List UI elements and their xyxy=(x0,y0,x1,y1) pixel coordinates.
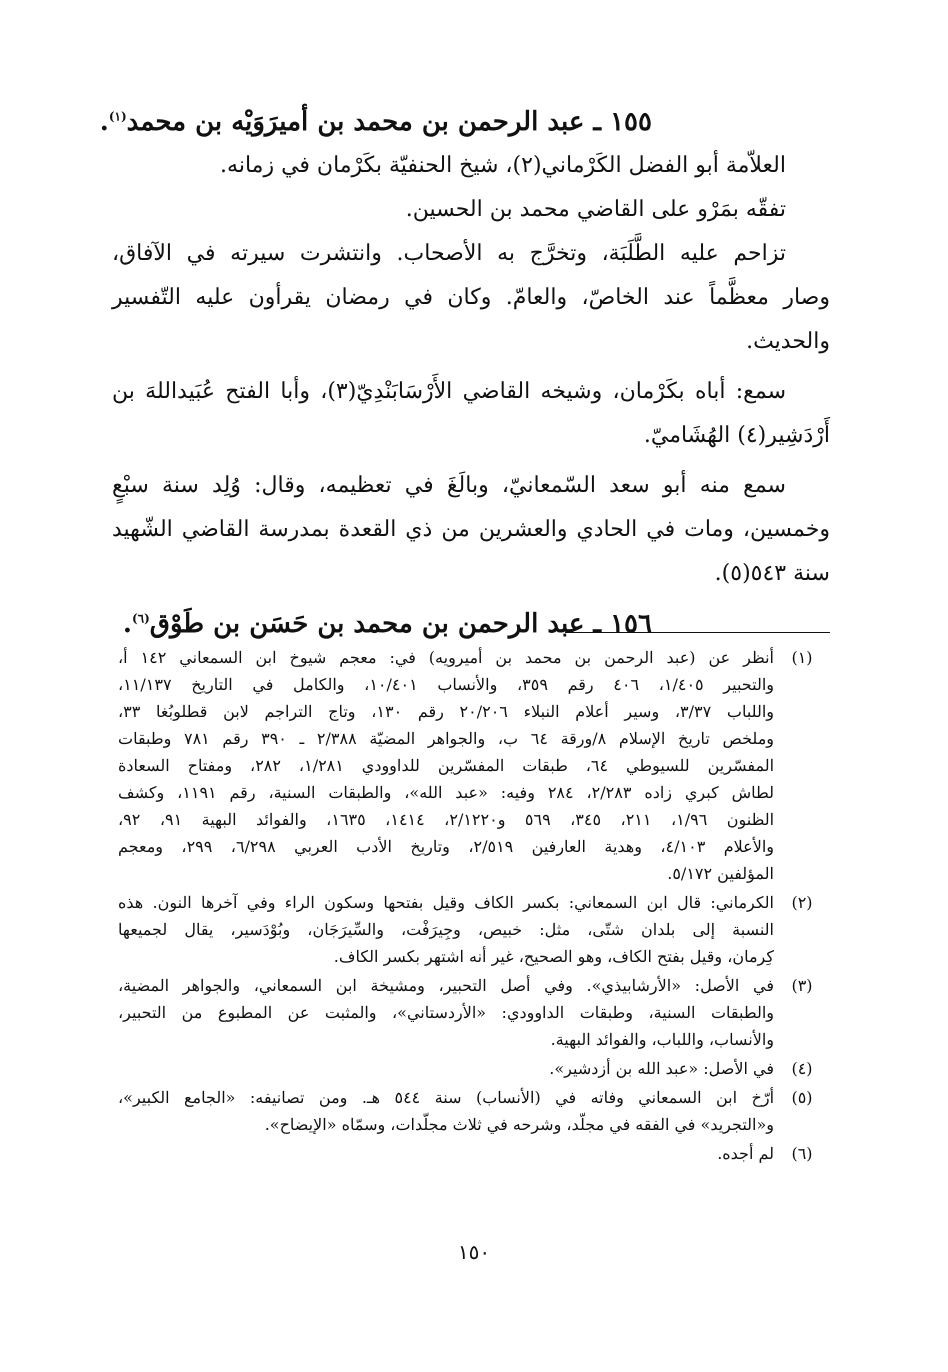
entry-155-line-7: أَرْدَشِير(٤) الهُشَاميّ. xyxy=(643,423,830,448)
footnote-number: (١) xyxy=(791,648,813,667)
footnote-separator xyxy=(565,632,830,633)
footnote-line: لم أجده. xyxy=(717,1144,774,1163)
footnote-line: و«التجريد» في الفقه في مجلّد، وشرحه في ثلاث مجلّدات، وسمّاه «الإيضاح». xyxy=(264,1115,774,1134)
entry-155-line-3: تزاحم عليه الطَّلَبَة، وتخرَّج به الأصحاب. وانتشرت سيرته في الآفاق، xyxy=(112,241,786,266)
footnote-number: (٦) xyxy=(791,1144,813,1163)
footnote-line: لطاش كبري زاده ٢/٢٨٣، ٢٨٤ وفيه: «عبد الله»، والطبقات السنية، رقم ١١٩١، وكشف xyxy=(118,783,775,802)
footnote-ref-1[interactable]: (١) xyxy=(108,109,127,124)
footnote-5 xyxy=(118,1084,830,1138)
footnote-line: كِرمان، وقيل بفتح الكاف، وهو الصحيح، غير أنه اشتهر بكسر الكاف. xyxy=(333,947,774,966)
footnote-line: والأنساب، واللباب، والفوائد البهية. xyxy=(550,1030,774,1049)
entry-155-title-text: ١٥٥ ـ عبد الرحمن بن محمد بن أميرَوَيْه بن محمد xyxy=(126,107,652,137)
footnote-6 xyxy=(118,1140,830,1167)
entry-155-title-end: . xyxy=(99,107,109,137)
footnote-line: أرّخ ابن السمعاني وفاته في (الأنساب) سنة ٥٤٤ هـ. ومن تصانيفه: «الجامع الكبير»، xyxy=(118,1088,775,1107)
footnote-text xyxy=(118,644,774,887)
entry-155-line-1: العلاّمة أبو الفضل الكَرْماني(٢)، شيخ الحنفيّة بكَرْمان في زمانه. xyxy=(220,153,786,178)
footnote-text xyxy=(118,972,774,1053)
footnote-number: (٤) xyxy=(791,1059,813,1078)
footnote-line: في الأصل: «عبد الله بن أزدشير». xyxy=(549,1059,774,1078)
entry-156-title xyxy=(112,602,830,646)
footnote-line: واللباب ٣/٣٧، وسير أعلام النبلاء ٢٠/٢٠٦ رقم ١٣٠، وتاج التراجم لابن قطلوبُغا ٣٣، xyxy=(118,702,774,721)
footnote-line: وملخص تاريخ الإسلام ٨/ورقة ٦٤ ب، والجواهر المضيّة ٢/٣٨٨ ـ ٣٩٠ رقم ٧٨١ وطبقات xyxy=(118,729,775,748)
main-text xyxy=(99,100,830,646)
footnotes xyxy=(118,644,830,1169)
entry-155-line-8: سمع منه أبو سعد السّمعانيّ، وبالَغَ في تعظيمه، وقال: وُلِد سنة سبْعٍ xyxy=(112,473,786,498)
footnote-line: الكرماني: قال ابن السمعاني: بكسر الكاف وقيل بفتحها وسكون الراء وفي آخرها النون. هذه xyxy=(118,893,775,912)
footnote-number: (٢) xyxy=(791,893,813,912)
entry-155-title xyxy=(99,100,830,144)
entry-155-line-5: والحديث. xyxy=(746,329,830,354)
footnote-2 xyxy=(118,889,830,970)
page-number: ١٥٠ xyxy=(457,1240,491,1264)
footnote-4 xyxy=(118,1055,830,1082)
entry-155-line-6: سمع: أباه بكَرْمان، وشيخه القاضي الأَرْسَابَنْدِيّ(٣)، وأبا الفتح عُبَيداللهَ بن xyxy=(112,379,787,404)
footnote-line: أنظر عن (عبد الرحمن بن محمد بن أميرويه) في: معجم شيوخ ابن السمعاني ١٤٢ أ، xyxy=(118,648,774,667)
entry-155-line-9: وخمسين، ومات في الحادي والعشرين من ذي القعدة بمدرسة القاضي الشّهيد xyxy=(112,517,830,542)
footnote-line: المؤلفين ٥/١٧٢. xyxy=(667,864,774,883)
footnote-line: النسبة إلى بلدان شتّى، مثل: خبيص، وجِيرَفْت، والسِّيرَجَان، وبُوْدَسير، يقال لجميعها xyxy=(118,920,775,939)
footnote-ref-6[interactable]: (٦) xyxy=(131,611,150,626)
footnote-line: الظنون ١/٩٦، ٢١١، ٣٤٥، ٥٦٩ و٢/١٢٢٠، ١٤١٤، ١٦٣٥، والفوائد البهية ٩١، ٩٢، xyxy=(118,810,775,829)
footnote-line: في الأصل: «الأرشابيذي». وفي أصل التحبير، ومشيخة ابن السمعاني، والجواهر المضية، xyxy=(118,976,774,995)
footnote-1 xyxy=(118,644,830,887)
entry-156-title-text: ١٥٦ ـ عبد الرحمن بن محمد بن حَسَن بن طَوْق xyxy=(149,609,652,639)
footnote-number: (٥) xyxy=(791,1088,813,1107)
entry-155-line-10: سنة ٥٤٣(٥). xyxy=(714,561,830,586)
footnote-line: المفسّرين للسيوطي ٦٤، طبقات المفسّرين للداوودي ١/٢٨١، ٢٨٢، ومفتاح السعادة xyxy=(118,756,775,775)
entry-156-title-end: . xyxy=(122,609,132,639)
footnote-text xyxy=(118,889,774,970)
footnote-3 xyxy=(118,972,830,1053)
footnote-number: (٣) xyxy=(791,976,813,995)
footnote-line: والطبقات السنية، وطبقات الداوودي: «الأردستاني»، والمثبت عن المطبوع من التحبير، xyxy=(118,1003,774,1022)
entry-155-line-4: وصار معظَّماً عند الخاصّ، والعامّ. وكان في رمضان يقرأون عليه التّفسير xyxy=(112,285,830,310)
footnote-text xyxy=(118,1055,774,1082)
footnote-text xyxy=(118,1084,774,1138)
entry-155-line-2: تفقّه بمَرْو على القاضي محمد بن الحسين. xyxy=(405,197,786,222)
footnote-line: والتحبير ١/٤٠٥، ٤٠٦ رقم ٣٥٩، والأنساب ١٠/٤٠١، والكامل في التاريخ ١١/١٣٧، xyxy=(118,675,774,694)
footnote-text xyxy=(118,1140,774,1167)
footnote-line: والأعلام ٤/١٠٣، وهدية العارفين ٢/٥١٩، وتاريخ الأدب العربي ٦/٢٩٨، ٢٩٩، ومعجم xyxy=(118,837,775,856)
